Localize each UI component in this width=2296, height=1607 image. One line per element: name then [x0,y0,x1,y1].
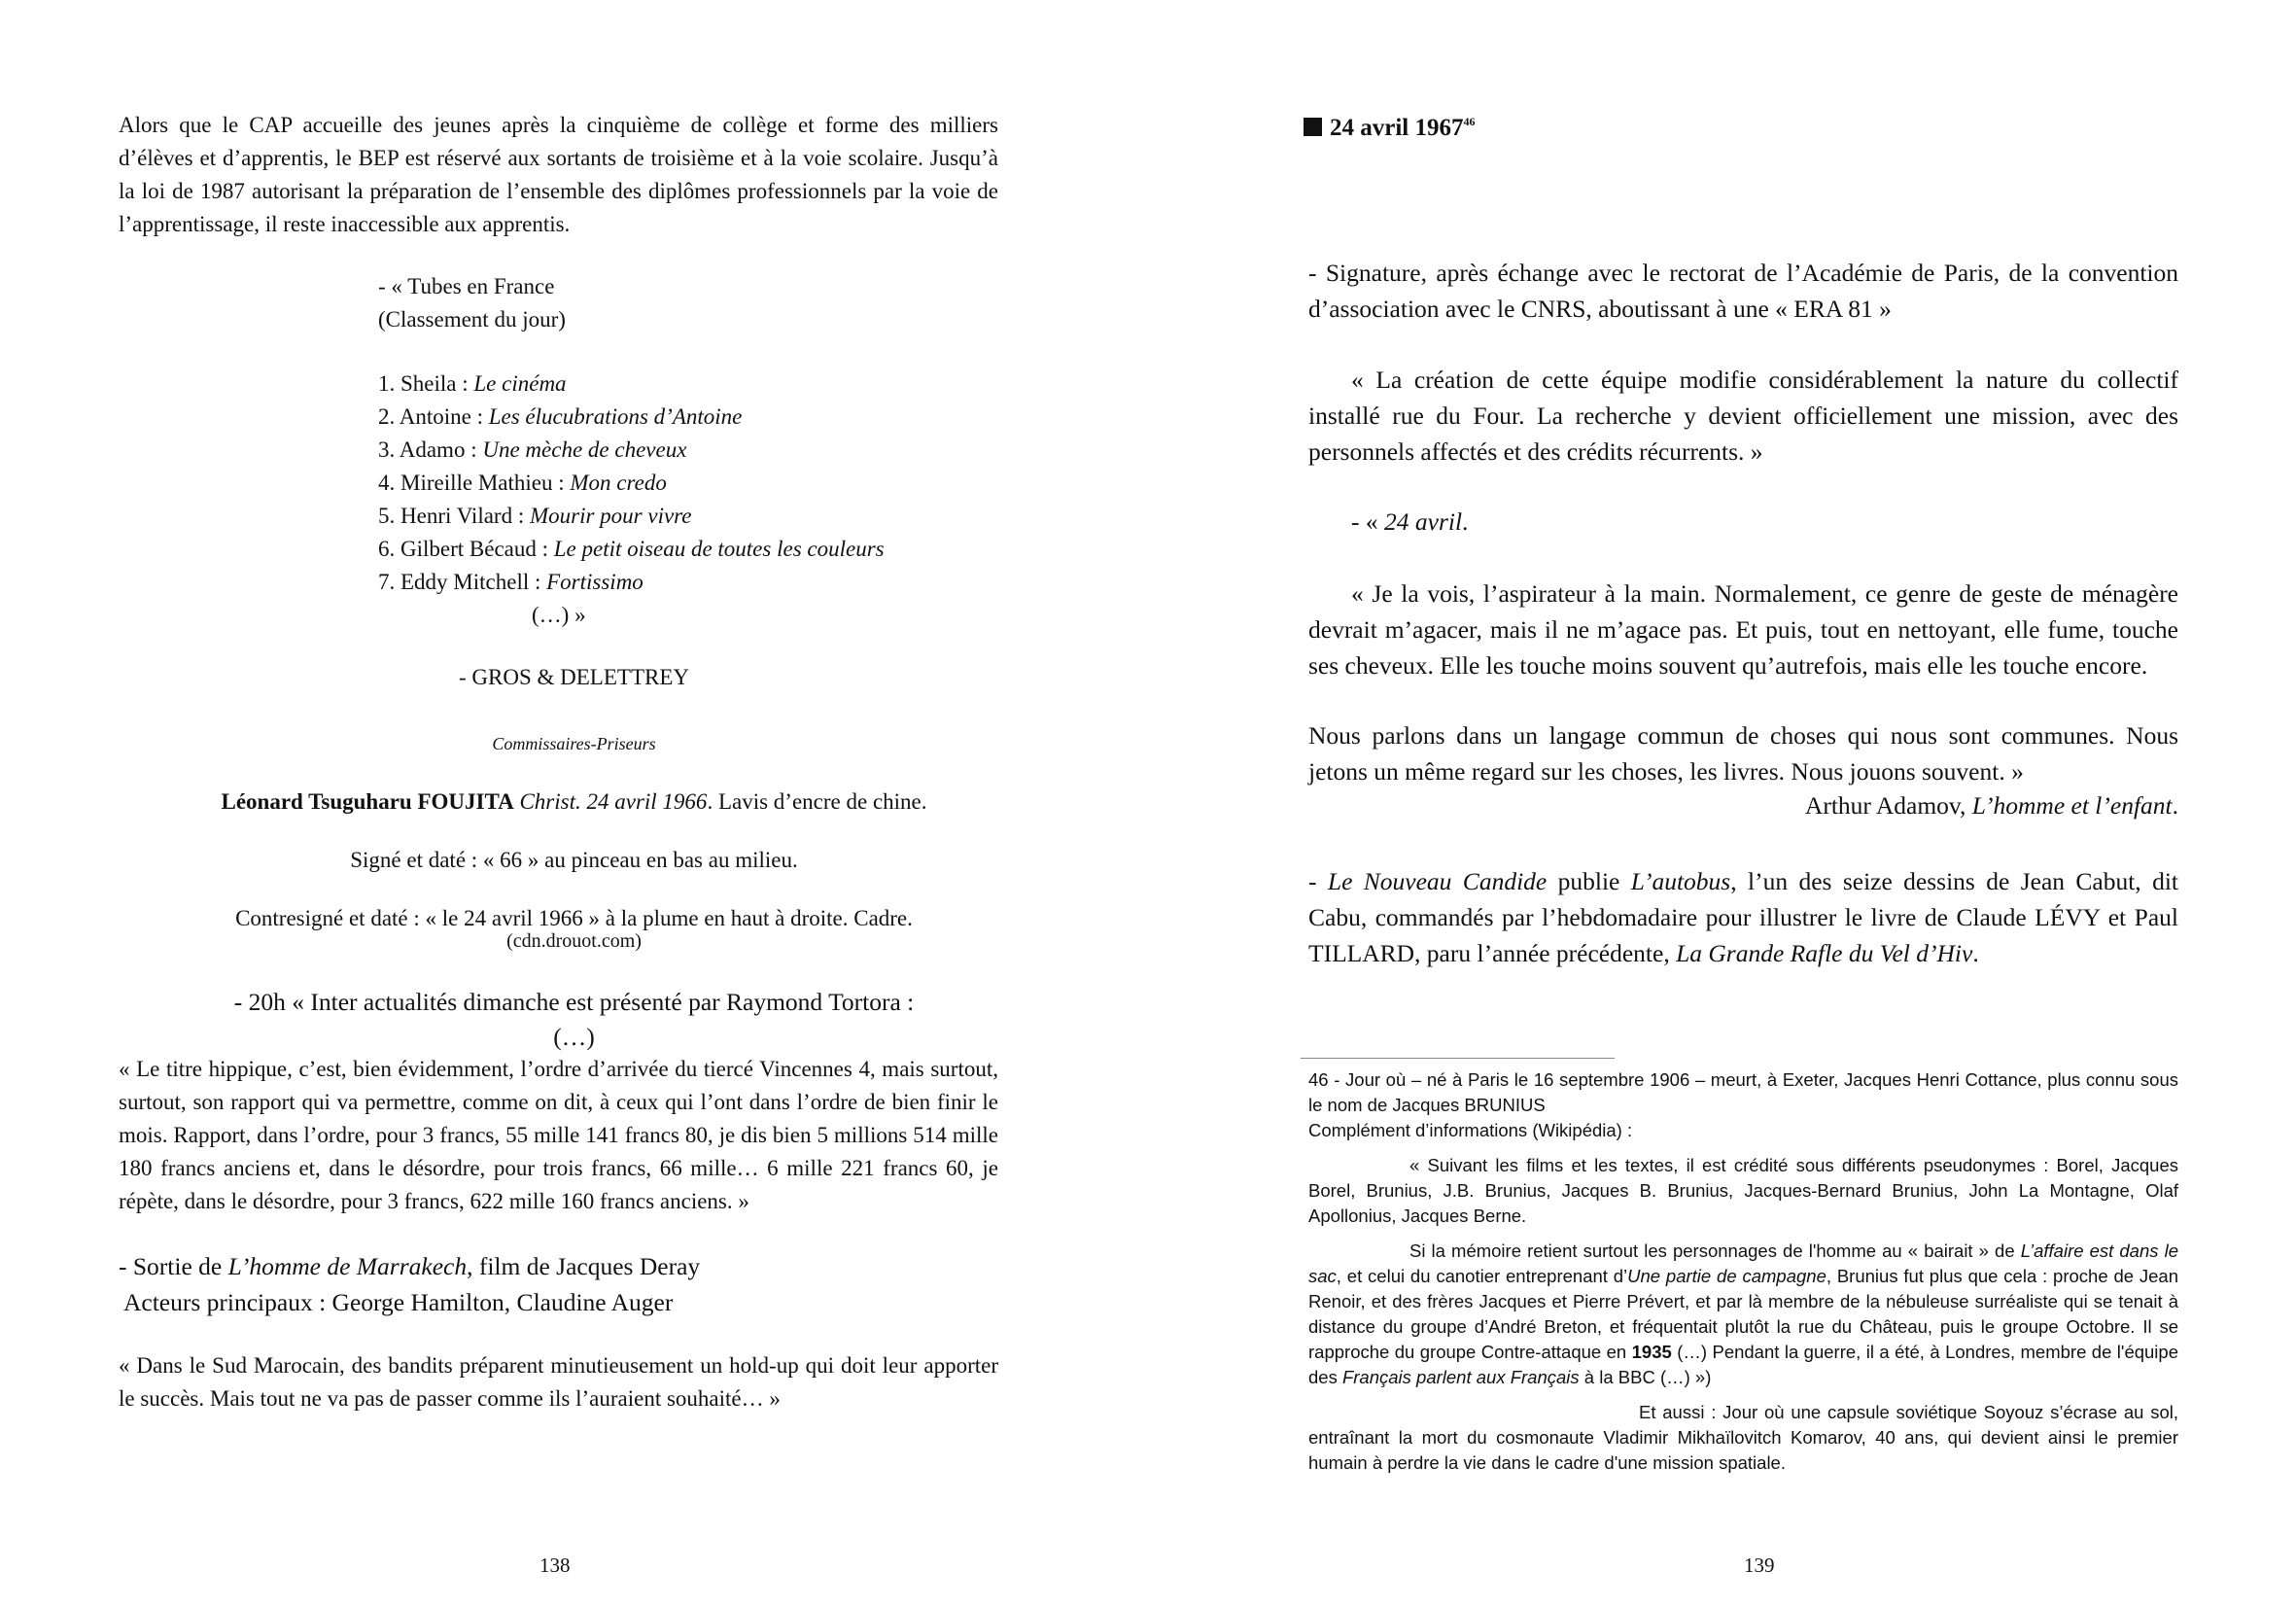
source-link: (cdn.drouot.com) [506,930,642,952]
countersigned-note: Contresigné et daté : « le 24 avril 1966 » à la plume en haut à droite. Cadre. [235,906,913,930]
auction-lot [0,786,1148,819]
auction-house: - GROS & DELETTREY [458,665,689,689]
chart-entry [378,367,961,401]
chart-entry [378,533,961,566]
memory-text-1: Si la mémoire retient surtout les personnages de l'homme au « bairait » de [1409,1240,2021,1261]
cabu-text-2: , l’un des seize dessins de Jean Cabut, dit Cabu, commandés par l’hebdomadaire pour illustrer le livre de Claude LÉVY et Paul TILLARD, paru l’année précédente, [1308,867,2178,967]
memory-film-1: L’affaire est dans le sac [1308,1240,2178,1286]
memory-text-3: , Brunius fut plus que cela : proche de Jean Renoir, et des frères Jacques et Pierre Prévert, et par là membre de la nébuleuse surréaliste qui se tenait à distance du groupe d’André Breton, et fréquentait plutôt la rue du Château, puis le groupe Octobre. Il se rapproche du groupe Contre-attaque en [1308,1266,2178,1362]
chart-song: Les élucubrations d’Antoine [488,404,743,429]
cabu-prefix: - [1308,867,1328,895]
attribution-end: . [2172,791,2178,820]
footnote-memory [1308,1239,2178,1390]
chart-rank: 2. Antoine : [378,404,489,429]
film-prefix: - Sortie de [119,1252,228,1280]
footnote-also: Et aussi : Jour où une capsule soviétique Soyouz s’écrase au sol, entraînant la mort du cosmonaute Vladimir Mikhaïlovitch Komarov, 40 ans, qui devient ainsi le premier humain à perdre la vie dans le cadre d'une mission spatiale. [1308,1402,2178,1473]
diary-suffix: . [1462,507,1469,536]
footnote-reference[interactable]: 46 [1463,115,1476,128]
attribution-work: L’homme et l’enfant [1971,791,2173,820]
radio-heading: - 20h « Inter actualités dimanche est présenté par Raymond Tortora : [233,988,915,1016]
chart-entry [378,566,961,599]
charts-subtitle: (Classement du jour) [378,307,566,332]
cabu-end: . [1972,939,1979,967]
creation-quote: « La création de cette équipe modifie considérablement la nature du collectif installé rue du Four. La recherche y devient officiellement une mission, avec des personnels affectés et des crédits récurrents. » [1308,366,2178,466]
intro-paragraph: Alors que le CAP accueille des jeunes après la cinquième de collège et forme des milliers d’élèves et d’apprentis, le BEP est réservé aux sortants de troisième et à la voie scolaire. Jusqu’à la loi de 1987 autorisant la préparation de l’ensemble des diplômes professionnels par la voie de l’apprentissage, il reste inaccessible aux apprentis. [119,113,998,236]
footnote-line-1: 46 - Jour où – né à Paris le 16 septembre 1906 – meurt, à Exeter, Jacques Henri Cottance, plus connu sous le nom de Jacques BRUNIUS [1308,1069,2178,1115]
page-number-left: 138 [539,1554,571,1577]
radio-quote: « Le titre hippique, c’est, bien évidemment, l’ordre d’arrivée du tiercé Vincennes 4, mais surtout, surtout, son rapport qui va permettre, comme on dit, à ceux qui l’ont dans l’ordre de bien finir le mois. Rapport, dans l’ordre, pour 3 francs, 55 mille 141 francs 80, je dis bien 5 millions 514 mille 180 francs anciens et, dans le désordre, pour trois francs, 66 mille… 6 mille 221 francs 60, je répète, dans le désordre, pour 3 francs, 622 mille 160 francs anciens. » [119,1057,998,1213]
charts-title: - « Tubes en France [378,274,555,298]
chart-entry [378,467,961,500]
film-suffix: , film de Jacques Deray [467,1252,701,1280]
chart-song: Une mèche de cheveux [482,437,687,462]
magazine-title: Le Nouveau Candide [1327,867,1548,895]
work-title: Christ. 24 avril 1966 [519,789,708,814]
charts-ellipsis: (…) » [532,603,586,627]
date-heading [1304,112,1476,145]
artist-name: Léonard Tsuguharu FOUJITA [221,789,514,814]
charts-block [378,270,961,632]
memory-film-2: Une partie de campagne [1627,1266,1826,1286]
footnote-line-2: Complément d’informations (Wikipédia) : [1308,1120,1633,1140]
memory-text-2: , et celui du canotier entreprenant d’ [1336,1266,1628,1286]
diary-date: 24 avril [1384,507,1463,536]
footnote-46 [1308,1067,2178,1476]
film-synopsis: « Dans le Sud Marocain, des bandits préparent minutieusement un hold-up qui doit leur apporter le succès. Mais tout ne va pas de passer comme ils l’auraient souhaité… » [119,1353,998,1411]
footnote-divider [1301,1058,1615,1059]
diary-opening [1351,504,1468,540]
heading-date: 24 avril 1967 [1330,115,1464,141]
memory-program: Français parlent aux Français [1341,1367,1580,1387]
book-title: La Grande Rafle du Vel d’Hiv [1676,939,1973,967]
chart-song: Le petit oiseau de toutes les couleurs [553,537,885,561]
radio-ellipsis: (…) [553,1023,595,1051]
diary-attribution [1308,787,2178,823]
memory-year: 1935 [1631,1342,1672,1362]
black-square-icon [1304,118,1322,136]
film-title: L’homme de Marrakech [227,1252,468,1280]
diary-prefix: - « [1351,507,1384,536]
chart-rank: 4. Mireille Mathieu : [378,471,571,495]
footnote-pseudonyms: « Suivant les films et les textes, il est crédité sous différents pseudonymes : Borel, Jacques Borel, Brunius, J.B. Brunius, Jacques B. Brunius, Jacques-Bernard Brunius, John La Montagne, Olaf Apollonius, Jacques Berne. [1308,1155,2178,1226]
chart-song: Fortissimo [546,570,644,594]
chart-song: Mon credo [570,471,667,495]
right-page [1148,0,2296,1607]
film-release [119,1248,700,1284]
memory-text-5: à la BBC (…) ») [1579,1367,1712,1387]
chart-rank: 6. Gilbert Bécaud : [378,537,554,561]
chart-song: Mourir pour vivre [529,504,692,528]
signature-paragraph: - Signature, après échange avec le rectorat de l’Académie de Paris, de la convention d’association avec le CNRS, aboutissant à une « ERA 81 » [1308,259,2178,323]
signed-note: Signé et daté : « 66 » au pinceau en bas au milieu. [350,848,798,872]
chart-entry [378,401,961,434]
work-description: . Lavis d’encre de chine. [707,789,927,814]
chart-rank: 5. Henri Vilard : [378,504,530,528]
film-actors: Acteurs principaux : George Hamilton, Claudine Auger [119,1288,674,1316]
cabu-text-1: publie [1547,867,1631,895]
chart-rank: 1. Sheila : [378,371,474,396]
chart-entry [378,434,961,467]
chart-entry [378,500,961,533]
chart-rank: 3. Adamo : [378,437,483,462]
chart-song: Le cinéma [473,371,567,396]
page-number-right: 139 [1744,1554,1775,1577]
memory-text-4: (…) Pendant la guerre, il a été, à Londres, membre de l'équipe des [1308,1342,2178,1387]
drawing-title: L’autobus [1630,867,1731,895]
diary-paragraph-2: Nous parlons dans un langage commun de choses qui nous sont communes. Nous jetons un même regard sur les choses, les livres. Nous jouons souvent. » [1308,721,2178,786]
auction-role: Commissaires-Priseurs [492,734,656,753]
chart-rank: 7. Eddy Mitchell : [378,570,547,594]
attribution-author: Arthur Adamov, [1804,791,1972,820]
cabu-paragraph [1308,863,2178,971]
diary-paragraph-1: « Je la vois, l’aspirateur à la main. Normalement, ce genre de geste de ménagère devrait m’agacer, mais il ne m’agace pas. Et puis, tout en nettoyant, elle fume, touche ses cheveux. Elle les touche moins souvent qu’autrefois, mais elle les touche encore. [1308,579,2178,680]
